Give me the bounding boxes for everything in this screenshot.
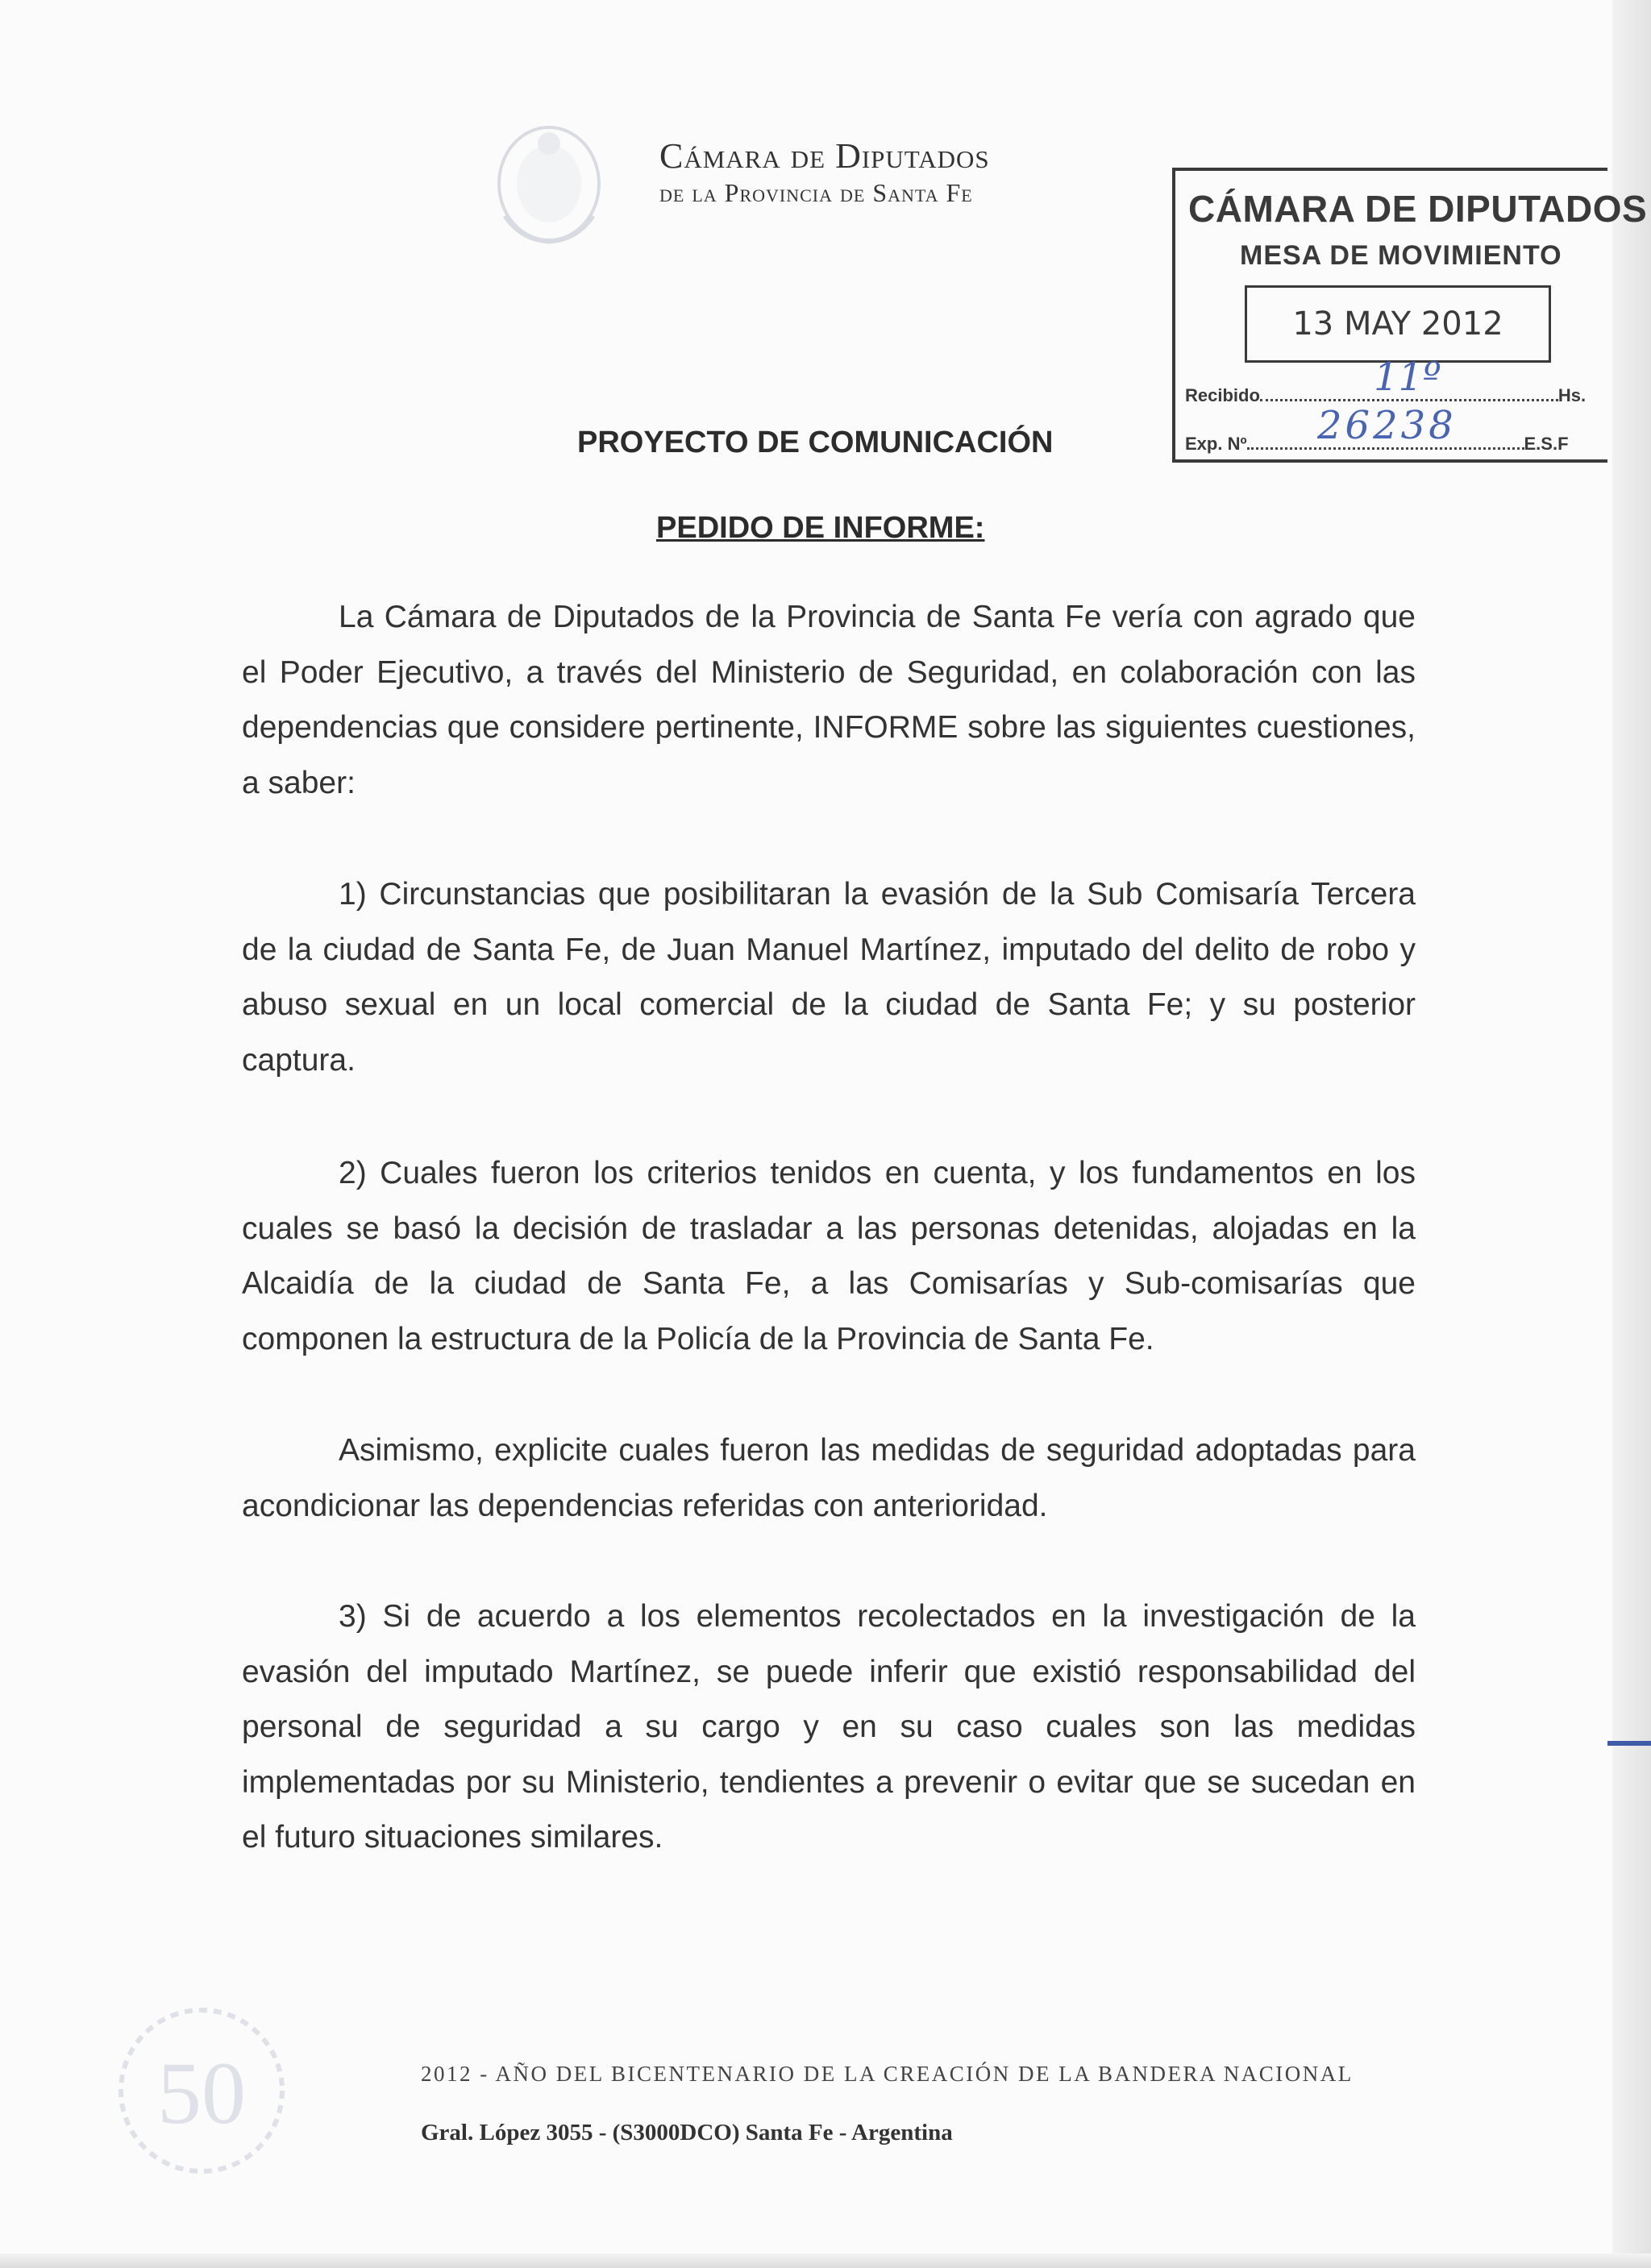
page-edge-shadow bbox=[1612, 0, 1651, 2268]
stamp-recibido-suffix: Hs. bbox=[1557, 385, 1587, 405]
paragraph-item-3: 3) Si de acuerdo a los elementos recolectados en la investigación de la evasión del imputado Martínez, se puede inferir que existió responsabilidad del personal de seguridad a su cargo y en su caso cuales son las medidas implementadas por su Ministerio, tendientes a prevenir o evitar que se sucedan en el futuro situaciones similares. bbox=[242, 1599, 1416, 1855]
anniversary-seal-icon bbox=[81, 1994, 314, 2187]
document-title: PROYECTO DE COMUNICACIÓN bbox=[577, 426, 1054, 459]
paragraph-item-1: 1) Circunstancias que posibilitaran la evasión de la Sub Comisaría Tercera de la ciudad de Santa Fe, de Juan Manuel Martínez, imputado del delito de robo y abuso sexual en un local comercial de la ciudad de Santa Fe; y su posterior captura. bbox=[242, 877, 1416, 1078]
stamp-recibido-handwritten: 11º bbox=[1374, 355, 1441, 400]
stamp-date: 13 MAY 2012 bbox=[1245, 285, 1551, 363]
stamp-subtitle: MESA DE MOVIMIENTO bbox=[1240, 240, 1562, 271]
paragraph-asimismo: Asimismo, explicite cuales fueron las medidas de seguridad adoptadas para acondicionar las dependencias referidas con anterioridad. bbox=[242, 1433, 1416, 1523]
stamp-exp-handwritten: 26238 bbox=[1317, 403, 1457, 448]
seal-number: 50 bbox=[157, 2044, 246, 2142]
stamp-exp-label: Exp. Nº bbox=[1185, 434, 1247, 454]
stamp-title: CÁMARA DE DIPUTADOS bbox=[1188, 188, 1648, 230]
page-bottom-edge bbox=[0, 2253, 1651, 2268]
stamp-recibido-label: Recibido bbox=[1185, 385, 1260, 405]
institution-name: Cámara de Diputados bbox=[659, 136, 990, 176]
coat-of-arms-icon bbox=[489, 119, 609, 248]
footer-motto: 2012 - AÑO DEL BICENTENARIO DE LA CREACIÓN DE LA BANDERA NACIONAL bbox=[421, 2062, 1354, 2086]
document-subtitle: PEDIDO DE INFORME: bbox=[656, 511, 985, 545]
institution-header bbox=[659, 135, 1111, 208]
institution-province: de la Provincia de Santa Fe bbox=[659, 178, 973, 207]
edge-mark bbox=[1607, 1741, 1651, 1746]
reception-stamp bbox=[1172, 168, 1648, 463]
paragraph-intro: La Cámara de Diputados de la Provincia de Santa Fe vería con agrado que el Poder Ejecutivo, a través del Ministerio de Seguridad, en colaboración con las dependencias que considere pertinente, INFORME sobre las siguientes cuestiones, a saber: bbox=[242, 600, 1416, 800]
stamp-exp-suffix: E.S.F bbox=[1524, 434, 1569, 454]
footer-address: Gral. López 3055 - (S3000DCO) Santa Fe - Argentina bbox=[421, 2120, 953, 2145]
paragraph-item-2: 2) Cuales fueron los criterios tenidos en cuenta, y los fundamentos en los cuales se basó la decisión de trasladar a las personas detenidas, alojadas en la Alcaidía de la ciudad de Santa Fe, a las Comisarías y Sub-comisarías que componen la estructura de la Policía de la Provincia de Santa Fe. bbox=[242, 1156, 1416, 1356]
